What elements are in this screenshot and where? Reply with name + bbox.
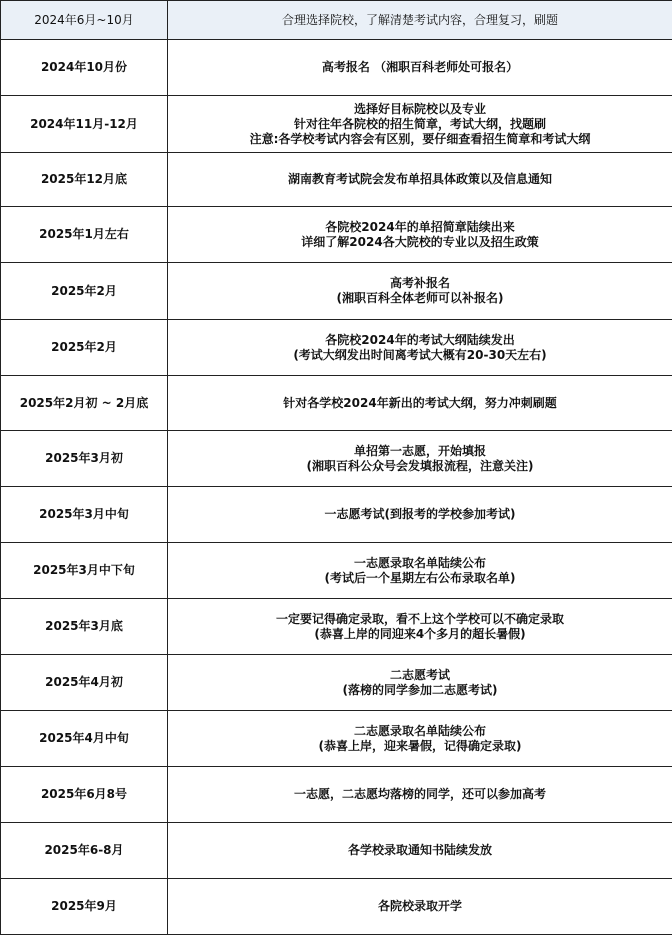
description-line: 详细了解2024各大院校的专业以及招生政策 xyxy=(301,234,539,249)
row-date: 2025年2月 xyxy=(1,263,168,320)
row-description xyxy=(168,879,672,935)
row-description xyxy=(168,320,672,376)
row-date: 2025年3月中下旬 xyxy=(1,543,168,599)
row-description xyxy=(168,153,672,207)
description-line: 一志愿，二志愿均落榜的同学，还可以参加高考 xyxy=(293,787,546,801)
description-line: 针对往年各院校的招生简章，考试大纲，找题刷 xyxy=(293,116,546,131)
schedule-row xyxy=(1,153,672,207)
row-date: 2025年2月初 ~ 2月底 xyxy=(1,376,168,431)
row-date: 2025年3月初 xyxy=(1,431,168,487)
row-date: 2025年9月 xyxy=(1,879,168,935)
row-date: 2025年6月8号 xyxy=(1,767,168,823)
description-line: 一志愿考试(到报考的学校参加考试) xyxy=(324,507,516,521)
schedule-row xyxy=(1,431,672,487)
row-description xyxy=(168,543,672,599)
description-line: 湖南教育考试院会发布单招具体政策以及信息通知 xyxy=(287,172,552,186)
schedule-row xyxy=(1,823,672,879)
schedule-row xyxy=(1,543,672,599)
description-line: (落榜的同学参加二志愿考试) xyxy=(342,682,498,697)
schedule-row xyxy=(1,655,672,711)
description-line: (恭喜上岸的同迎来4个多月的超长暑假) xyxy=(314,626,526,641)
description-line: 高考补报名 xyxy=(389,276,450,290)
description-line: 单招第一志愿，开始填报 xyxy=(353,443,486,458)
description-line: (湘职百科全体老师可以补报名) xyxy=(336,291,504,305)
row-description xyxy=(168,823,672,879)
row-date: 2024年11月-12月 xyxy=(1,96,168,153)
schedule-row xyxy=(1,1,672,40)
row-description xyxy=(168,376,672,431)
description-line: 各院校录取开学 xyxy=(377,899,462,913)
row-date: 2025年1月左右 xyxy=(1,207,168,263)
description-line: 各院校2024年的单招简章陆续出来 xyxy=(325,219,515,234)
row-date: 2025年6-8月 xyxy=(1,823,168,879)
description-line: 针对各学校2024年新出的考试大纲，努力冲刺刷题 xyxy=(283,395,557,410)
description-line: 一定要记得确定录取，看不上这个学校可以不确定录取 xyxy=(275,611,564,626)
row-date: 2025年12月底 xyxy=(1,153,168,207)
description-line: (湘职百科公众号会发填报流程，注意关注) xyxy=(306,458,534,473)
row-description xyxy=(168,767,672,823)
row-description xyxy=(168,487,672,543)
description-line: 合理选择院校，了解清楚考试内容，合理复习，刷题 xyxy=(281,12,558,27)
schedule-body xyxy=(1,1,672,935)
row-date: 2025年3月中旬 xyxy=(1,487,168,543)
description-line: (考试后一个星期左右公布录取名单) xyxy=(324,570,516,585)
schedule-row xyxy=(1,40,672,96)
schedule-row xyxy=(1,263,672,320)
row-description xyxy=(168,40,672,96)
description-line: 一志愿录取名单陆续公布 xyxy=(353,555,486,570)
row-date: 2025年2月 xyxy=(1,320,168,376)
description-line: 各学校录取通知书陆续发放 xyxy=(347,843,492,857)
row-description xyxy=(168,96,672,153)
description-line: 注意:各学校考试内容会有区别，要仔细查看招生简章和考试大纲 xyxy=(249,131,591,146)
row-description xyxy=(168,207,672,263)
description-line: (恭喜上岸，迎来暑假，记得确定录取) xyxy=(318,738,522,753)
description-line: 二志愿考试 xyxy=(389,667,450,682)
schedule-row xyxy=(1,767,672,823)
row-description xyxy=(168,1,672,40)
schedule-row xyxy=(1,599,672,655)
row-description xyxy=(168,263,672,320)
schedule-row xyxy=(1,320,672,376)
row-date: 2025年3月底 xyxy=(1,599,168,655)
schedule-row xyxy=(1,711,672,767)
schedule-row xyxy=(1,96,672,153)
description-line: 各院校2024年的考试大纲陆续发出 xyxy=(325,332,515,347)
row-description xyxy=(168,599,672,655)
row-date: 2024年10月份 xyxy=(1,40,168,96)
row-date: 2025年4月初 xyxy=(1,655,168,711)
row-description xyxy=(168,431,672,487)
row-date: 2024年6月~10月 xyxy=(1,1,168,40)
row-description xyxy=(168,655,672,711)
schedule-row xyxy=(1,487,672,543)
schedule-row xyxy=(1,207,672,263)
row-date: 2025年4月中旬 xyxy=(1,711,168,767)
schedule-row xyxy=(1,879,672,935)
row-description xyxy=(168,711,672,767)
description-line: 二志愿录取名单陆续公布 xyxy=(353,723,486,738)
description-line: (考试大纲发出时间离考试大概有20-30天左右) xyxy=(293,347,547,362)
description-line: 高考报名 （湘职百科老师处可报名） xyxy=(321,60,519,74)
schedule-row xyxy=(1,376,672,431)
description-line: 选择好目标院校以及专业 xyxy=(353,101,486,116)
